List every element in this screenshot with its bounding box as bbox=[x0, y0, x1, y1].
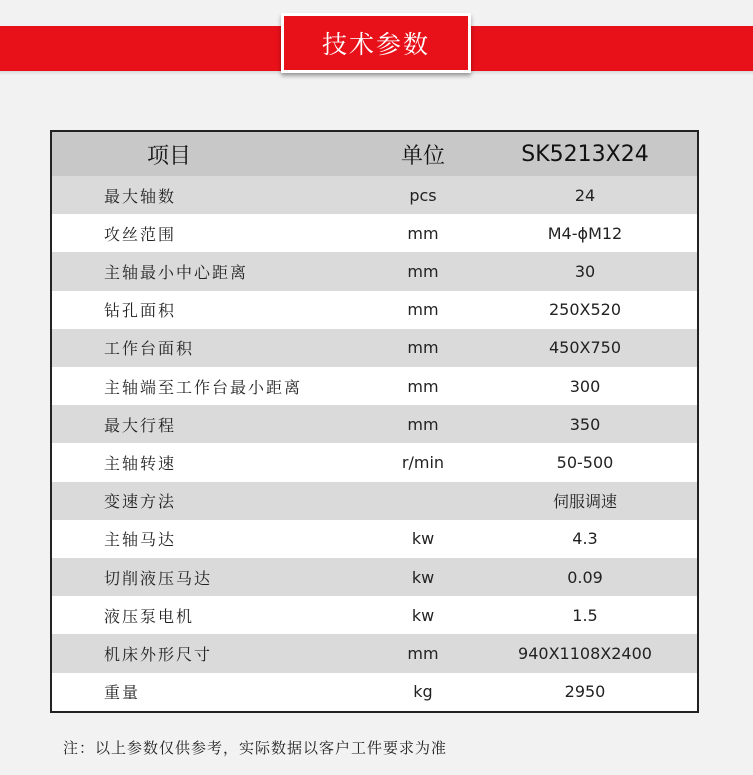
spec-unit-cell: r/min bbox=[373, 443, 473, 481]
section-title: 技术参数 bbox=[281, 13, 471, 73]
spec-unit-cell: pcs bbox=[373, 176, 473, 214]
spec-unit-cell: kw bbox=[373, 558, 473, 596]
spec-value-cell: 940X1108X2400 bbox=[473, 634, 697, 672]
header-unit: 单位 bbox=[373, 132, 473, 176]
spec-table bbox=[52, 132, 697, 711]
spec-name-cell: 主轴马达 bbox=[52, 520, 373, 558]
spec-value-cell: 350 bbox=[473, 405, 697, 443]
spec-name-cell: 攻丝范围 bbox=[52, 214, 373, 252]
spec-name-cell: 主轴转速 bbox=[52, 443, 373, 481]
table-row bbox=[52, 596, 697, 634]
spec-unit-cell: mm bbox=[373, 405, 473, 443]
table-row bbox=[52, 214, 697, 252]
spec-unit-cell: mm bbox=[373, 367, 473, 405]
spec-unit-cell: mm bbox=[373, 252, 473, 290]
table-row bbox=[52, 176, 697, 214]
footnote: 注：以上参数仅供参考，实际数据以客户工件要求为准 bbox=[63, 739, 448, 757]
header-item: 项目 bbox=[52, 132, 373, 176]
spec-unit-cell: mm bbox=[373, 214, 473, 252]
spec-value-cell: 伺服调速 bbox=[473, 482, 697, 520]
spec-unit-cell bbox=[373, 482, 473, 520]
spec-table-container bbox=[50, 130, 699, 713]
spec-name-cell: 机床外形尺寸 bbox=[52, 634, 373, 672]
spec-value-cell: 30 bbox=[473, 252, 697, 290]
spec-name-cell: 重量 bbox=[52, 673, 373, 711]
spec-value-cell: 250X520 bbox=[473, 291, 697, 329]
spec-unit-cell: kw bbox=[373, 520, 473, 558]
spec-value-cell: 0.09 bbox=[473, 558, 697, 596]
spec-name-cell: 主轴端至工作台最小距离 bbox=[52, 367, 373, 405]
spec-name-cell: 最大行程 bbox=[52, 405, 373, 443]
table-row bbox=[52, 367, 697, 405]
spec-name-cell: 最大轴数 bbox=[52, 176, 373, 214]
table-row bbox=[52, 634, 697, 672]
table-row bbox=[52, 520, 697, 558]
spec-value-cell: 300 bbox=[473, 367, 697, 405]
table-row bbox=[52, 252, 697, 290]
spec-value-cell: 24 bbox=[473, 176, 697, 214]
table-row bbox=[52, 482, 697, 520]
spec-name-cell: 液压泵电机 bbox=[52, 596, 373, 634]
spec-value-cell: 50-500 bbox=[473, 443, 697, 481]
spec-name-cell: 工作台面积 bbox=[52, 329, 373, 367]
spec-unit-cell: mm bbox=[373, 634, 473, 672]
table-header-row bbox=[52, 132, 697, 176]
spec-value-cell: 4.3 bbox=[473, 520, 697, 558]
spec-name-cell: 主轴最小中心距离 bbox=[52, 252, 373, 290]
spec-value-cell: 1.5 bbox=[473, 596, 697, 634]
table-row bbox=[52, 405, 697, 443]
spec-name-cell: 切削液压马达 bbox=[52, 558, 373, 596]
spec-value-cell: M4-ϕM12 bbox=[473, 214, 697, 252]
table-row bbox=[52, 291, 697, 329]
spec-unit-cell: mm bbox=[373, 291, 473, 329]
table-row bbox=[52, 558, 697, 596]
spec-unit-cell: mm bbox=[373, 329, 473, 367]
spec-unit-cell: kw bbox=[373, 596, 473, 634]
table-row bbox=[52, 443, 697, 481]
spec-value-cell: 450X750 bbox=[473, 329, 697, 367]
header-model: SK5213X24 bbox=[473, 132, 697, 176]
table-row bbox=[52, 329, 697, 367]
table-row bbox=[52, 673, 697, 711]
spec-name-cell: 变速方法 bbox=[52, 482, 373, 520]
spec-unit-cell: kg bbox=[373, 673, 473, 711]
spec-value-cell: 2950 bbox=[473, 673, 697, 711]
spec-name-cell: 钻孔面积 bbox=[52, 291, 373, 329]
